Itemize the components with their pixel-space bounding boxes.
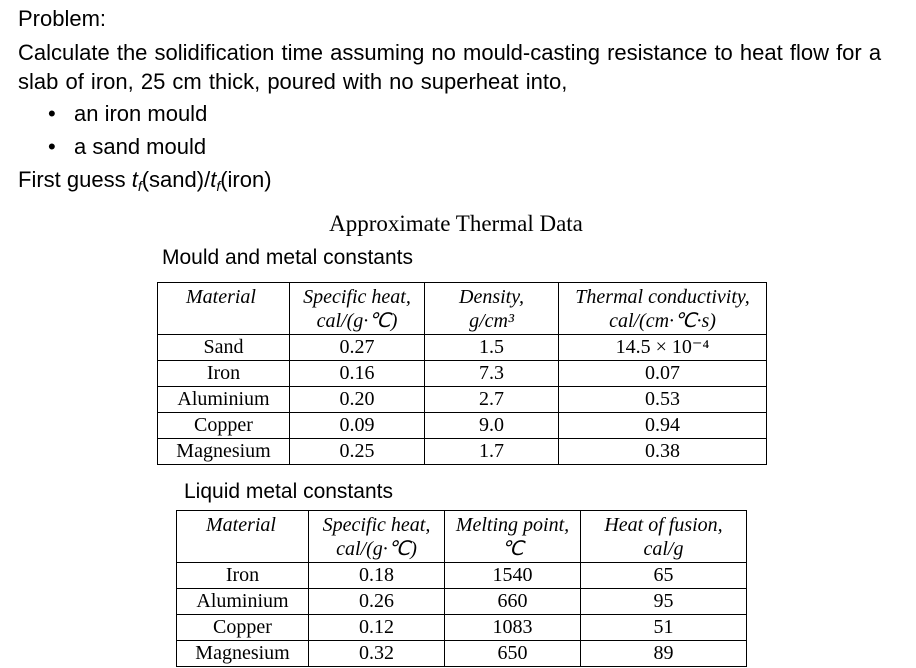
first-guess-prefix: First guess (18, 167, 132, 192)
iron-part: (iron) (220, 167, 272, 192)
table-title (0, 211, 916, 237)
cell-heat-of-fusion: 65 (653, 564, 674, 586)
cell-specific-heat: 0.18 (309, 563, 445, 589)
cell-conductivity: 0.53 (645, 388, 680, 410)
tf-subscript: f (216, 178, 221, 194)
cell-melting-point: 1540 (445, 563, 581, 589)
liquid-table-heading: Liquid metal constants (184, 480, 393, 503)
cell-specific-heat: 0.09 (290, 413, 425, 439)
cell-heat-of-fusion: 51 (653, 616, 674, 638)
bullet-text: an iron mould (74, 101, 208, 126)
table-row (177, 589, 747, 615)
bullet-item (48, 134, 206, 160)
header-specific-heat: Specific heat, cal/(g·℃) (290, 283, 425, 335)
table-row (158, 413, 767, 439)
header-specific-heat: Specific heat, cal/(g·℃) (309, 511, 445, 563)
header-density: Density, g/cm³ (425, 283, 559, 335)
table-row (158, 361, 767, 387)
bullet-icon: • (48, 134, 56, 159)
sand-part: (sand)/ (141, 167, 211, 192)
header-melting-point: Melting point, ℃ (445, 511, 581, 563)
liquid-constants-table (176, 510, 747, 667)
table-row (177, 615, 747, 641)
cell-heat-of-fusion: 95 (653, 590, 674, 612)
cell-specific-heat: 0.27 (290, 335, 425, 361)
cell-conductivity: 0.94 (645, 414, 680, 436)
cell-conductivity: 0.07 (645, 362, 680, 384)
cell-density: 9.0 (425, 413, 559, 439)
cell-specific-heat: 0.12 (309, 615, 445, 641)
mould-table-heading: Mould and metal constants (162, 246, 413, 269)
tf-symbol: t (210, 167, 217, 192)
mould-constants-table (157, 282, 767, 465)
cell-density: 1.7 (425, 439, 559, 465)
header-heat-of-fusion: Heat of fusion, cal/g (581, 511, 747, 563)
table-row (158, 439, 767, 465)
cell-material: Aluminium (158, 387, 290, 413)
cell-melting-point: 650 (445, 641, 581, 667)
cell-material: Iron (158, 361, 290, 387)
problem-statement: Calculate the solidification time assuming no mould-casting resistance to heat flow for a slab of iron, 25 cm thick, poured with no superheat into, (18, 40, 882, 94)
cell-density: 2.7 (425, 387, 559, 413)
cell-specific-heat: 0.25 (290, 439, 425, 465)
bullet-text: a sand mould (74, 134, 207, 159)
table-row (158, 335, 767, 361)
problem-label: Problem: (18, 6, 107, 31)
cell-material: Copper (177, 615, 309, 641)
cell-material: Magnesium (177, 641, 309, 667)
table-row (177, 563, 747, 589)
cell-specific-heat: 0.32 (309, 641, 445, 667)
cell-melting-point: 660 (445, 589, 581, 615)
bullet-icon: • (48, 101, 56, 126)
cell-heat-of-fusion: 89 (653, 642, 674, 664)
cell-conductivity: 0.38 (645, 440, 680, 462)
cell-density: 7.3 (425, 361, 559, 387)
bullet-item (48, 101, 207, 127)
table-header-row (177, 511, 747, 563)
header-thermal-conductivity: Thermal conductivity, cal/(cm·℃·s) (559, 283, 767, 335)
cell-material: Iron (177, 563, 309, 589)
cell-specific-heat: 0.26 (309, 589, 445, 615)
table-row (158, 387, 767, 413)
cell-material: Aluminium (177, 589, 309, 615)
cell-material: Magnesium (158, 439, 290, 465)
cell-conductivity: 14.5 × 10⁻⁴ (615, 336, 710, 358)
tf-subscript: f (137, 178, 142, 194)
header-material: Material (158, 283, 290, 335)
header-material: Material (177, 511, 309, 563)
cell-density: 1.5 (425, 335, 559, 361)
tf-symbol: t (131, 167, 138, 192)
cell-material: Copper (158, 413, 290, 439)
cell-material: Sand (158, 335, 290, 361)
table-header-row (158, 283, 767, 335)
cell-melting-point: 1083 (445, 615, 581, 641)
table-title-text: Approximate Thermal Data (329, 211, 583, 236)
cell-specific-heat: 0.16 (290, 361, 425, 387)
cell-specific-heat: 0.20 (290, 387, 425, 413)
first-guess-line (18, 167, 272, 194)
table-row (177, 641, 747, 667)
